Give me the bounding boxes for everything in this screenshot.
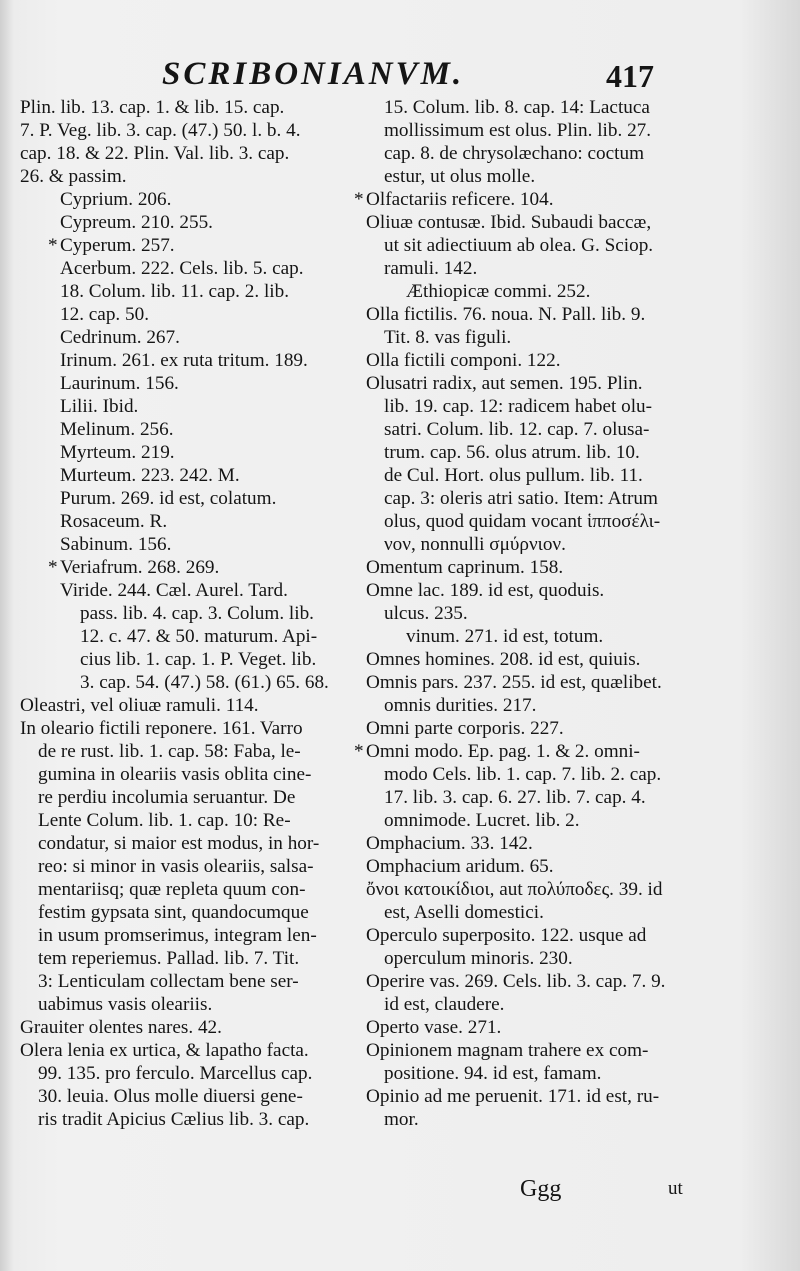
- index-entry-text: satri. Colum. lib. 12. cap. 7. olusa-: [384, 419, 650, 440]
- index-entry-text: Olusatri radix, aut semen. 195. Plin.: [366, 373, 643, 394]
- index-entry: [366, 1108, 722, 1131]
- index-entry-text: est, Aselli domestici.: [384, 902, 544, 923]
- index-entry-text: Lente Colum. lib. 1. cap. 10: Re-: [38, 810, 291, 831]
- index-entry: [20, 763, 356, 786]
- index-entry-text: 30. leuia. Olus molle diuersi gene-: [38, 1086, 303, 1107]
- index-entry-text: 17. lib. 3. cap. 6. 27. lib. 7. cap. 4.: [384, 787, 646, 808]
- index-entry: [20, 1062, 356, 1085]
- index-entry: [20, 395, 356, 418]
- index-entry: [366, 142, 722, 165]
- index-entry: [366, 533, 722, 556]
- index-entry-text: Irinum. 261. ex ruta tritum. 189.: [60, 350, 308, 371]
- index-entry-text: ut sit adiectiuum ab olea. G. Sciop.: [384, 235, 654, 256]
- index-entry: [20, 1085, 356, 1108]
- index-entry: [20, 1039, 356, 1062]
- index-entry-text: Operto vase. 271.: [366, 1017, 502, 1038]
- index-entry-text: Rosaceum. R.: [60, 511, 168, 532]
- index-entry: [366, 165, 722, 188]
- index-entry: [20, 924, 356, 947]
- index-entry-text: cap. 8. de chrysolæchano: coctum: [384, 143, 645, 164]
- index-entry: [20, 303, 356, 326]
- index-entry: [20, 165, 356, 188]
- index-column-right: [354, 96, 722, 1131]
- index-entry-text: Grauiter olentes nares. 42.: [20, 1017, 222, 1038]
- page-number: 417: [606, 58, 654, 94]
- index-entry: [20, 441, 356, 464]
- index-entry-text: 7. P. Veg. lib. 3. cap. (47.) 50. l. b. 4.: [20, 120, 301, 141]
- index-entry: [354, 188, 722, 211]
- index-entry-text: Purum. 269. id est, colatum.: [60, 488, 277, 509]
- index-entry-text: νον, nonnulli σμύρνιον.: [384, 534, 566, 555]
- index-entry-text: Omnes homines. 208. id est, quiuis.: [366, 649, 641, 670]
- index-entry-text: Oliuæ contusæ. Ibid. Subaudi baccæ,: [366, 212, 652, 233]
- index-entry: [20, 464, 356, 487]
- index-entry-text: Veriafrum. 268. 269.: [60, 557, 220, 578]
- index-entry-text: Omni parte corporis. 227.: [366, 718, 564, 739]
- index-entry: [366, 671, 722, 694]
- index-entry-text: Cyperum. 257.: [60, 235, 175, 256]
- index-entry: [366, 694, 722, 717]
- index-entry: [366, 717, 722, 740]
- index-entry: [366, 832, 722, 855]
- index-entry-text: Cyprium. 206.: [60, 189, 172, 210]
- index-entry-text: in usum promserimus, integram len-: [38, 925, 317, 946]
- index-entry-text: Omnis pars. 237. 255. id est, quælibet.: [366, 672, 662, 693]
- index-entry-text: Oleastri, vel oliuæ ramuli. 114.: [20, 695, 259, 716]
- index-entry: [366, 1039, 722, 1062]
- index-entry: [366, 855, 722, 878]
- index-entry-text: cius lib. 1. cap. 1. P. Veget. lib.: [80, 649, 317, 670]
- index-entry: [20, 579, 356, 602]
- index-entry-text: omnis durities. 217.: [384, 695, 537, 716]
- index-entry: [366, 1016, 722, 1039]
- index-entry: [20, 211, 356, 234]
- index-entry-text: Omne lac. 189. id est, quoduis.: [366, 580, 605, 601]
- index-entry: [20, 993, 356, 1016]
- index-entry-text: Omni modo. Ep. pag. 1. & 2. omni-: [366, 741, 640, 762]
- asterisk-mark: *: [48, 235, 58, 256]
- index-entry: [20, 510, 356, 533]
- index-entry: [366, 395, 722, 418]
- index-entry-text: mollissimum est olus. Plin. lib. 27.: [384, 120, 652, 141]
- index-entry: [20, 96, 356, 119]
- index-entry-text: Viride. 244. Cæl. Aurel. Tard.: [60, 580, 288, 601]
- index-entry: [366, 96, 722, 119]
- index-entry: [366, 763, 722, 786]
- index-entry: [20, 786, 356, 809]
- index-entry-text: In oleario fictili reponere. 161. Varro: [20, 718, 303, 739]
- index-entry: [366, 625, 722, 648]
- index-entry-text: 99. 135. pro ferculo. Marcellus cap.: [38, 1063, 313, 1084]
- index-entry: [20, 257, 356, 280]
- index-entry: [366, 326, 722, 349]
- index-entry-text: trum. cap. 56. olus atrum. lib. 10.: [384, 442, 640, 463]
- index-entry: [20, 280, 356, 303]
- index-entry-text: Laurinum. 156.: [60, 373, 179, 394]
- index-entry: [20, 142, 356, 165]
- index-entry-text: pass. lib. 4. cap. 3. Colum. lib.: [80, 603, 314, 624]
- index-entry-text: festim gypsata sint, quandocumque: [38, 902, 309, 923]
- index-entry: [20, 372, 356, 395]
- index-entry-text: olus, quod quidam vocant ἱπποσέλι-: [384, 511, 661, 532]
- index-entry-text: modo Cels. lib. 1. cap. 7. lib. 2. cap.: [384, 764, 662, 785]
- index-entry: [20, 1108, 356, 1131]
- index-entry: [20, 809, 356, 832]
- index-entry: [366, 579, 722, 602]
- index-entry: [366, 947, 722, 970]
- index-entry: [20, 671, 356, 694]
- index-entry-text: Operculo superposito. 122. usque ad: [366, 925, 647, 946]
- index-entry-text: cap. 3: oleris atri satio. Item: Atrum: [384, 488, 658, 509]
- index-entry: [20, 740, 356, 763]
- asterisk-mark: *: [48, 557, 58, 578]
- index-entry-text: Olla fictilis. 76. noua. N. Pall. lib. 9.: [366, 304, 646, 325]
- index-entry: [366, 257, 722, 280]
- index-entry-text: mor.: [384, 1109, 419, 1130]
- index-entry-text: 15. Colum. lib. 8. cap. 14: Lactuca: [384, 97, 650, 118]
- index-entry-text: Olera lenia ex urtica, & lapatho facta.: [20, 1040, 309, 1061]
- index-entry-text: 26. & passim.: [20, 166, 127, 187]
- index-entry-text: lib. 19. cap. 12: radicem habet olu-: [384, 396, 653, 417]
- index-entry: [366, 464, 722, 487]
- index-entry: [366, 349, 722, 372]
- index-entry: [366, 441, 722, 464]
- index-entry-text: de re rust. lib. 1. cap. 58: Faba, le-: [38, 741, 301, 762]
- index-entry: [20, 717, 356, 740]
- index-entry-text: positione. 94. id est, famam.: [384, 1063, 602, 1084]
- index-entry-text: Operire vas. 269. Cels. lib. 3. cap. 7. 9.: [366, 971, 666, 992]
- index-entry: [366, 510, 722, 533]
- asterisk-mark: *: [354, 741, 364, 762]
- index-entry-text: Opinionem magnam trahere ex com-: [366, 1040, 649, 1061]
- index-entry-text: Tit. 8. vas figuli.: [384, 327, 512, 348]
- printer-signature: Ggg: [520, 1176, 562, 1202]
- index-entry: [20, 487, 356, 510]
- index-entry: [366, 970, 722, 993]
- index-entry: [20, 947, 356, 970]
- index-entry: [366, 372, 722, 395]
- running-title: SCRIBONIANVM.: [162, 56, 465, 92]
- index-entry-text: Æthiopicæ commi. 252.: [406, 281, 591, 302]
- index-entry: [366, 487, 722, 510]
- index-entry: [366, 303, 722, 326]
- index-entry: [20, 418, 356, 441]
- index-entry-text: 18. Colum. lib. 11. cap. 2. lib.: [60, 281, 289, 302]
- index-entry: [366, 924, 722, 947]
- index-entry: [366, 1062, 722, 1085]
- index-entry-text: tem reperiemus. Pallad. lib. 7. Tit.: [38, 948, 300, 969]
- index-entry-text: re perdiu incolumia seruantur. De: [38, 787, 296, 808]
- index-entry: [366, 280, 722, 303]
- index-entry-text: gumina in oleariis vasis oblita cine-: [38, 764, 312, 785]
- index-entry: [20, 878, 356, 901]
- index-entry: [20, 901, 356, 924]
- page-footer: [0, 1176, 800, 1206]
- index-entry-text: Opinio ad me peruenit. 171. id est, ru-: [366, 1086, 660, 1107]
- index-entry-text: 12. cap. 50.: [60, 304, 149, 325]
- asterisk-mark: *: [354, 189, 364, 210]
- index-entry-text: cap. 18. & 22. Plin. Val. lib. 3. cap.: [20, 143, 290, 164]
- catchword: ut: [668, 1178, 683, 1199]
- index-entry: [366, 648, 722, 671]
- index-entry-text: reo: si minor in vasis oleariis, salsa-: [38, 856, 314, 877]
- index-entry: [20, 855, 356, 878]
- index-entry: [20, 119, 356, 142]
- index-entry-text: omnimode. Lucret. lib. 2.: [384, 810, 580, 831]
- index-entry-text: Olla fictili componi. 122.: [366, 350, 561, 371]
- index-entry-text: estur, ut olus molle.: [384, 166, 536, 187]
- index-entry: [366, 234, 722, 257]
- index-column-left: [20, 96, 356, 1131]
- index-entry-text: Cedrinum. 267.: [60, 327, 180, 348]
- index-entry-text: Lilii. Ibid.: [60, 396, 139, 417]
- index-entry: [366, 602, 722, 625]
- index-entry-text: Acerbum. 222. Cels. lib. 5. cap.: [60, 258, 304, 279]
- index-entry: [366, 878, 722, 901]
- index-entry-text: Myrteum. 219.: [60, 442, 175, 463]
- index-entry-text: uabimus vasis oleariis.: [38, 994, 213, 1015]
- index-entry-text: Melinum. 256.: [60, 419, 174, 440]
- index-entry: [20, 349, 356, 372]
- index-entry: [20, 326, 356, 349]
- page-header: [0, 52, 800, 98]
- index-entry: [366, 418, 722, 441]
- index-entry: [20, 1016, 356, 1039]
- index-entry: [366, 786, 722, 809]
- index-entry-text: ris tradit Apicius Cælius lib. 3. cap.: [38, 1109, 310, 1130]
- index-entry: [366, 901, 722, 924]
- index-entry: [354, 740, 722, 763]
- index-entry-text: Murteum. 223. 242. M.: [60, 465, 240, 486]
- index-entry: [20, 533, 356, 556]
- index-entry: [20, 832, 356, 855]
- index-entry: [366, 1085, 722, 1108]
- index-entry: [20, 648, 356, 671]
- index-entry-text: Olfactariis reficere. 104.: [366, 189, 554, 210]
- index-entry: [20, 234, 356, 257]
- index-entry-text: ramuli. 142.: [384, 258, 478, 279]
- index-entry: [20, 602, 356, 625]
- index-entry: [366, 809, 722, 832]
- index-entry: [20, 188, 356, 211]
- index-entry-text: operculum minoris. 230.: [384, 948, 573, 969]
- index-entry-text: 12. c. 47. & 50. maturum. Api-: [80, 626, 318, 647]
- index-entry-text: Omentum caprinum. 158.: [366, 557, 564, 578]
- index-entry-text: 3: Lenticulam collectam bene ser-: [38, 971, 299, 992]
- index-entry: [20, 694, 356, 717]
- index-entry: [20, 970, 356, 993]
- index-entry: [20, 625, 356, 648]
- index-entry-text: Sabinum. 156.: [60, 534, 172, 555]
- index-entry-text: 3. cap. 54. (47.) 58. (61.) 65. 68.: [80, 672, 329, 693]
- index-entry-text: Omphacium aridum. 65.: [366, 856, 554, 877]
- index-entry-text: Cypreum. 210. 255.: [60, 212, 213, 233]
- index-entry-text: Omphacium. 33. 142.: [366, 833, 533, 854]
- index-entry-text: ὄνοι κατοικίδιοι, aut πολύποδες. 39. id: [366, 879, 663, 900]
- index-entry: [366, 211, 722, 234]
- index-entry-text: vinum. 271. id est, totum.: [406, 626, 604, 647]
- index-entry: [20, 556, 356, 579]
- index-entry: [366, 556, 722, 579]
- index-entry-text: id est, claudere.: [384, 994, 505, 1015]
- index-entry-text: ulcus. 235.: [384, 603, 468, 624]
- index-entry-text: de Cul. Hort. olus pullum. lib. 11.: [384, 465, 643, 486]
- index-entry: [366, 119, 722, 142]
- index-entry-text: mentariisq; quæ repleta quum con-: [38, 879, 306, 900]
- index-entry-text: condatur, si maior est modus, in hor-: [38, 833, 320, 854]
- index-entry-text: Plin. lib. 13. cap. 1. & lib. 15. cap.: [20, 97, 285, 118]
- index-entry: [366, 993, 722, 1016]
